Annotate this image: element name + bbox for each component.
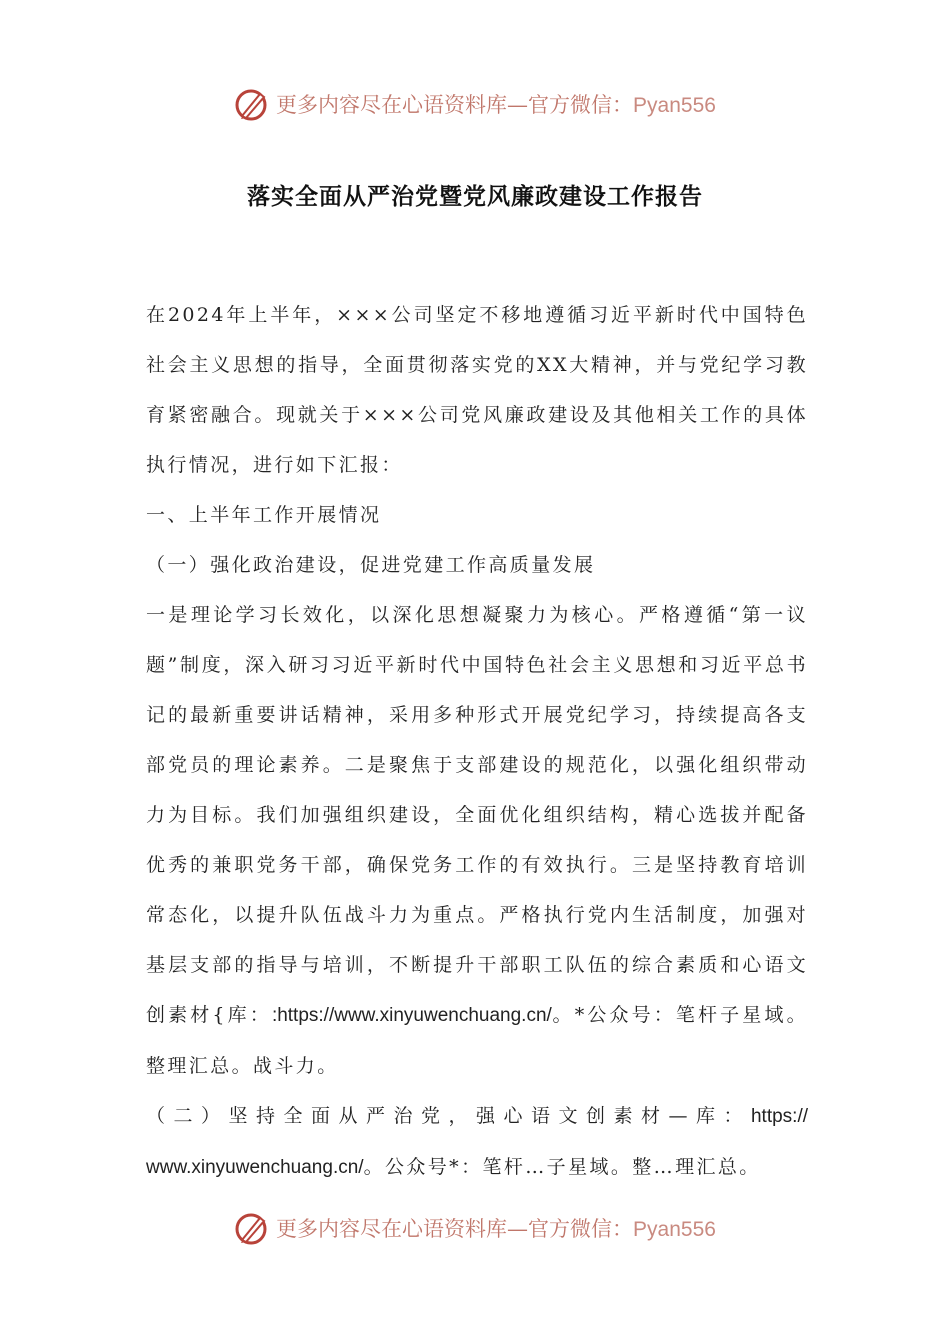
heading-subsection-1: （一）强化政治建设，促进党建工作高质量发展 <box>146 554 596 576</box>
intro-paragraph: 在2024年上半年，×××公司坚定不移地遵循习近平新时代中国特色社会主义思想的指导，全面贯彻落实党的XX大精神，并与党纪学习教育紧密融合。现就关于×××公司党风廉政建设及其他相关工作的具体执行情况，进行如下汇报： <box>146 304 808 476</box>
wechat-id: Pyan556 <box>633 1218 716 1241</box>
banner-text: 更多内容尽在心语资料库—官方微信：Pyan556 <box>276 93 716 117</box>
banner-text: 更多内容尽在心语资料库—官方微信：Pyan556 <box>276 1217 716 1241</box>
source-url-2: www.xinyuwenchuang.cn/ <box>146 1157 364 1178</box>
document-title: 落实全面从严治党暨党风廉政建设工作报告 <box>247 184 703 210</box>
wechat-id: Pyan556 <box>633 94 716 117</box>
heading-section-1: 一、上半年工作开展情况 <box>146 504 382 526</box>
header-watermark-banner <box>0 84 950 124</box>
heading-subsection-2: （二）坚持全面从严治党，强心语文创素材—库：https:// <box>146 1105 808 1127</box>
pen-logo-icon <box>234 1210 270 1246</box>
paragraph-1: 一是理论学习长效化，以深化思想凝聚力为核心。严格遵循“第一议题”制度，深入研习习近平新时代中国特色社会主义思想和习近平总书记的最新重要讲话精神，采用多种形式开展党纪学习，持续提高各支部党员的理论素养。二是聚焦于支部建设的规范化，以强化组织带动力为目标。我们加强组织建设，全面优化组织结构，精心选拔并配备优秀的兼职党务干部，确保党务工作的有效执行。三是坚持教育培训常态化，以提升队伍战斗力为重点。严格执行党内生活制度，加强对基层支部的指导与培训，不断提升干部职工队伍的综合素质和心语文创素材{库：:https://www.xinyuwenchuang.cn/。*公众号：笔杆子星域。整理汇总。战斗力。 <box>146 604 808 1077</box>
pen-logo-icon <box>234 86 270 122</box>
footer-watermark-banner <box>0 1208 950 1248</box>
source-url: :https://www.xinyuwenchuang.cn/ <box>271 1005 552 1026</box>
heading-subsection-2-cont: www.xinyuwenchuang.cn/。公众号*：笔杆…子星域。整…理汇总。 <box>146 1156 761 1178</box>
document-body <box>146 290 808 1193</box>
